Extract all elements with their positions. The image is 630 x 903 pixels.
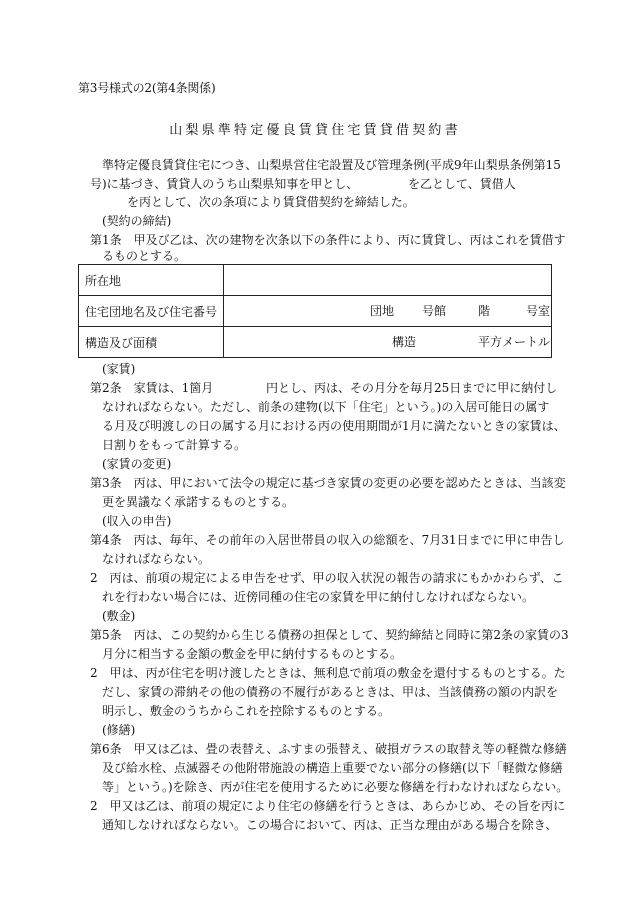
table-row [79,265,552,296]
article-line: なければならない。 [102,552,211,566]
document-title: 山梨県準特定優良賃貸住宅賃貸借契約書 [169,123,461,138]
table-label-complex: 住宅団地名及び住宅番号 [79,296,224,327]
article-line: 第3条 丙は、甲において法令の規定に基づき家賃の変更の必要を認めたときは、当該変 [90,476,566,490]
table-value-complex [224,296,552,327]
article-line: 第2条 家賃は、1箇月 [90,381,214,395]
article-line: 等」という。)を除き、丙が住宅を使用するために必要な修繕を行わなければならない。 [102,780,569,794]
article-line: る月及び明渡しの日の属する月における丙の使用期間が1月に満たないときの家賃は、 [102,419,566,433]
section-heading: (敷金) [102,609,136,623]
article-line: 明示し、敷金のうちからこれを控除するものとする。 [102,704,391,718]
unit-square-meters: 平方メートル [478,335,551,349]
article-line: 及び給水栓、点滅器その他附帯施設の構造上重要でない部分の修繕(以下「軽微な修繕 [102,761,563,775]
unit-kai: 階 [478,304,491,318]
table-row [79,296,552,327]
table-value-location [224,265,552,296]
table-row [79,327,552,358]
article-line: だし、家賃の滞納その他の債務の不履行があるときは、甲は、当該債務の額の内訳を [102,685,559,699]
preamble-line: 準特定優良賃貸住宅につき、山梨県営住宅設置及び管理条例(平成9年山梨県条例第15 [102,158,561,172]
unit-danchi: 団地 [370,304,395,318]
article-line: れを行わない場合には、近傍同種の住宅の家賃を甲に納付しなければならない。 [102,590,535,604]
article-line: 2 丙は、前項の規定による申告をせず、甲の収入状況の報告の請求にもかかわらず、こ [90,571,564,585]
article-line: 2 甲又は乙は、前項の規定により住宅の修繕を行うときは、あらかじめ、その旨を丙に [90,799,566,813]
article-line: 更を異議なく承諾するものとする。 [102,495,295,509]
preamble-line: を乙として、賃借人 [408,177,516,191]
section-heading: (家賃) [102,362,136,376]
article-line: 第5条 丙は、この契約から生じる債務の担保として、契約締結と同時に第2条の家賃の3 [90,628,569,642]
article-line: 第6条 甲又は乙は、畳の表替え、ふすまの張替え、破損ガラスの取替え等の軽微な修繕 [90,742,567,756]
section-heading: (家賃の変更) [102,457,172,471]
article-line: 通知しなければならない。この場合において、丙は、正当な理由がある場合を除き、 [102,818,558,832]
section-heading: (修繕) [102,723,136,737]
preamble-line: を丙として、次の条項により賃貸借契約を締結した。 [127,195,415,209]
unit-gokan: 号館 [422,304,447,318]
article-line: 第4条 丙は、毎年、その前年の入居世帯員の収入の総額を、7月31日までに甲に申告し [90,533,565,547]
unit-goshitsu: 号室 [526,304,551,318]
unit-kozo: 構造 [392,335,417,349]
property-table [78,264,552,358]
table-label-location: 所在地 [79,265,224,296]
form-number: 第3号様式の2(第4条関係) [78,81,216,95]
article-line: 2 甲は、丙が住宅を明け渡したときは、無利息で前項の敷金を還付するものとする。た [90,666,566,680]
article-line: 第1条 甲及び乙は、次の建物を次条以下の条件により、丙に賃貸し、丙はこれを賃借す [90,233,566,247]
article-line: 日割りをもって計算する。 [102,438,247,452]
section-heading: (契約の締結) [102,214,172,228]
article-line: 円とし、丙は、その月分を毎月25日までに甲に納付し [266,381,558,395]
table-value-structure [224,327,552,358]
preamble-line: 号)に基づき、賃貸人のうち山梨県知事を甲とし、 [90,177,359,191]
section-heading: (収入の申告) [102,514,172,528]
article-line: なければならない。ただし、前条の建物(以下「住宅」という。)の入居可能日の属す [102,400,550,414]
table-label-structure: 構造及び面積 [79,327,224,358]
article-line: 月分に相当する金額の敷金を甲に納付するものとする。 [102,647,403,661]
article-line: るものとする。 [102,249,187,263]
